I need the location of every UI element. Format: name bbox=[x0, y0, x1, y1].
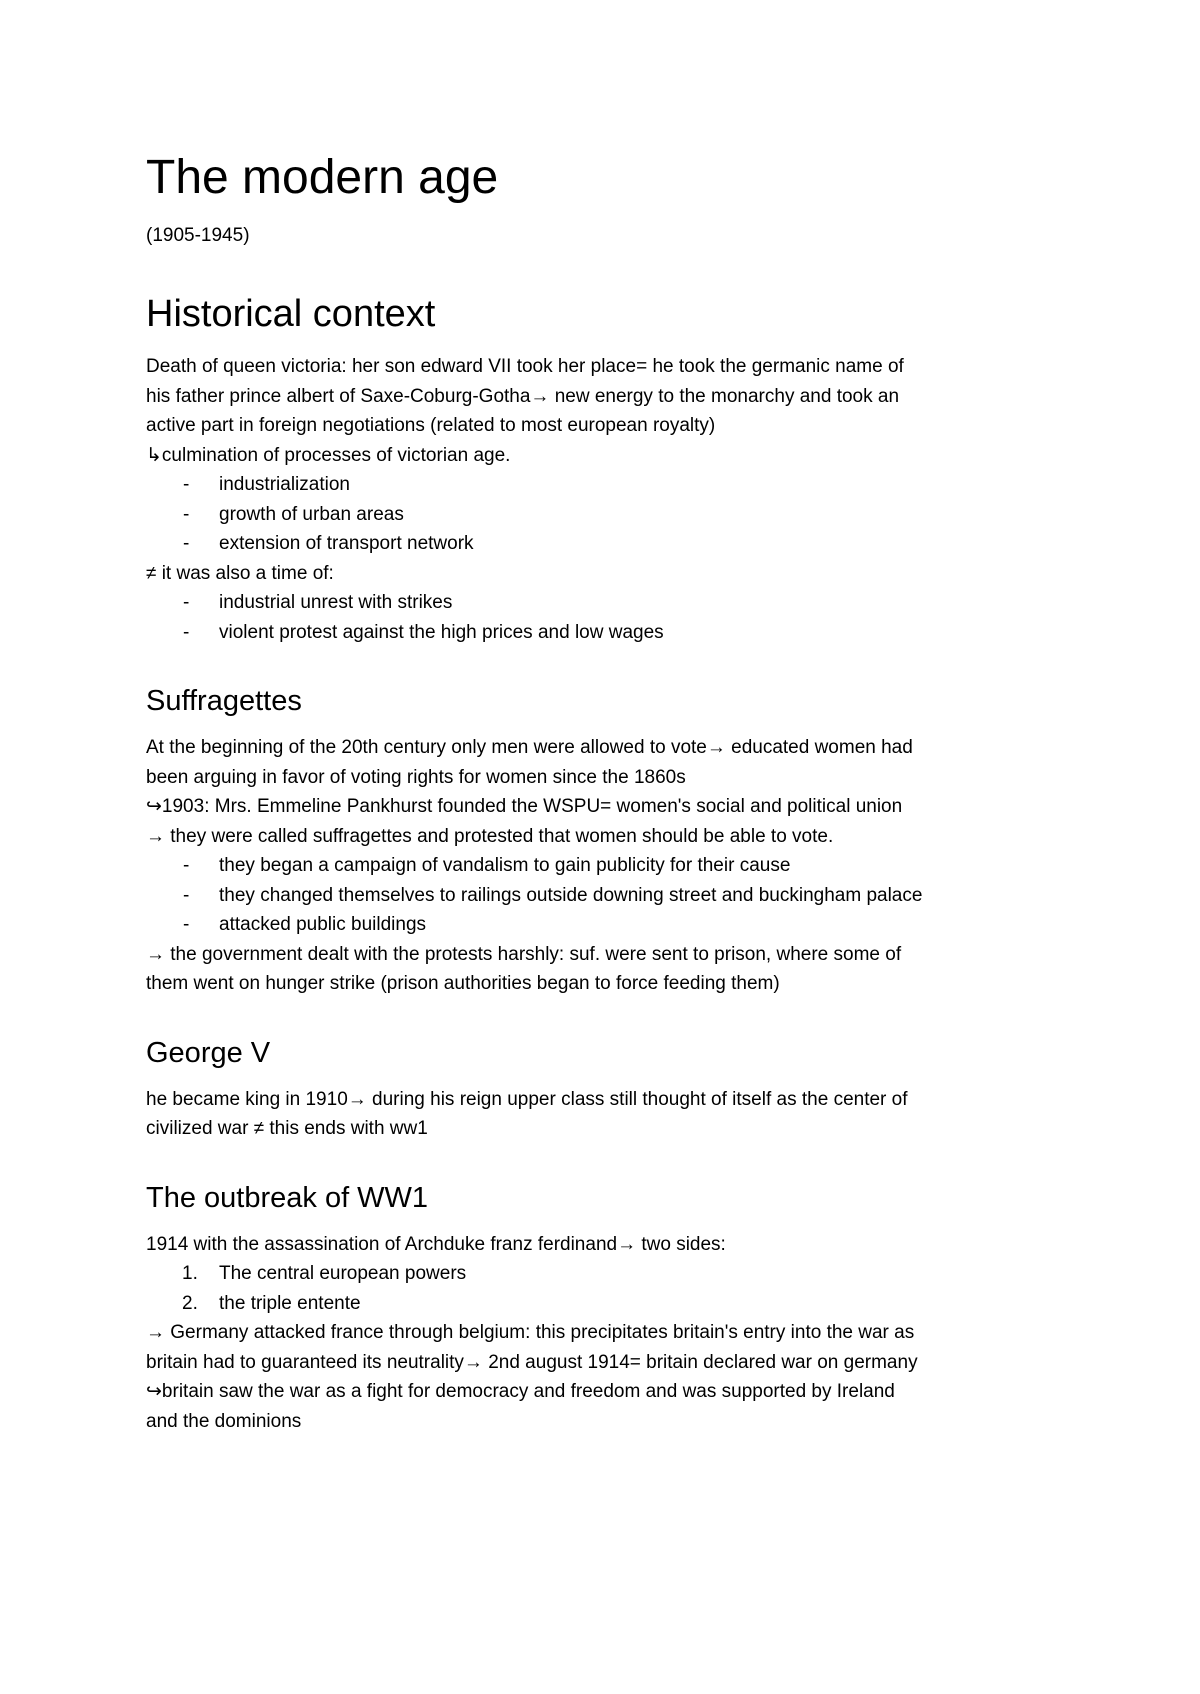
list-item-text: growth of urban areas bbox=[219, 503, 404, 525]
historical-context-section bbox=[146, 352, 1066, 647]
paragraph-line: britain had to guaranteed its neutrality→ 2nd august 1914= britain declared war on germany bbox=[146, 1351, 918, 1373]
bullet-list bbox=[146, 470, 1066, 559]
paragraph-line: At the beginning of the 20th century only men were allowed to vote→ educated women had bbox=[146, 737, 913, 758]
list-item-text: they changed themselves to railings outside downing street and buckingham palace bbox=[219, 884, 923, 906]
bullet-list bbox=[146, 851, 1066, 940]
paragraph-line: ↳culmination of processes of victorian age. bbox=[146, 444, 511, 466]
list-item bbox=[146, 588, 1066, 618]
paragraph-line: Death of queen victoria: her son edward VII took her place= he took the germanic name of bbox=[146, 356, 904, 377]
bullet-marker: - bbox=[183, 503, 190, 525]
list-item bbox=[146, 618, 1066, 648]
list-item bbox=[146, 881, 1066, 911]
suffragettes-heading: Suffragettes bbox=[146, 685, 302, 717]
list-item-text: attacked public buildings bbox=[219, 914, 427, 935]
paragraph-line: → Germany attacked france through belgium: this precipitates britain's entry into the war as bbox=[146, 1322, 915, 1343]
list-item-text: they began a campaign of vandalism to gain publicity for their cause bbox=[219, 855, 791, 876]
number-marker: 1. bbox=[182, 1263, 198, 1284]
paragraph-line: and the dominions bbox=[146, 1410, 302, 1432]
list-item-text: extension of transport network bbox=[219, 533, 474, 554]
list-item-text: violent protest against the high prices and low wages bbox=[219, 621, 664, 643]
paragraph-line: his father prince albert of Saxe-Coburg-Gotha→ new energy to the monarchy and took an bbox=[146, 385, 900, 407]
paragraph-line: them went on hunger strike (prison authorities began to force feeding them) bbox=[146, 973, 780, 994]
list-item-text: industrialization bbox=[219, 474, 350, 495]
paragraph-line: civilized war ≠ this ends with ww1 bbox=[146, 1118, 428, 1139]
outbreak-ww1-section bbox=[146, 1230, 1066, 1437]
list-item bbox=[146, 470, 1066, 500]
george-v-heading: George V bbox=[146, 1036, 271, 1069]
list-item bbox=[146, 529, 1066, 559]
paragraph-line: ≠ it was also a time of: bbox=[146, 562, 334, 584]
paragraph-line: ↪1903: Mrs. Emmeline Pankhurst founded the WSPU= women's social and political union bbox=[146, 796, 903, 817]
bullet-list bbox=[146, 588, 1066, 647]
list-item bbox=[146, 910, 1066, 940]
paragraph-line: been arguing in favor of voting rights for women since the 1860s bbox=[146, 766, 686, 788]
list-item-text: the triple entente bbox=[219, 1292, 361, 1314]
paragraph-line: 1914 with the assassination of Archduke franz ferdinand→ two sides: bbox=[146, 1233, 726, 1255]
list-item-text: industrial unrest with strikes bbox=[219, 592, 453, 613]
suffragettes-section bbox=[146, 733, 1066, 999]
bullet-marker: - bbox=[183, 884, 190, 906]
paragraph-line: active part in foreign negotiations (related to most european royalty) bbox=[146, 415, 716, 436]
list-item bbox=[146, 1289, 1066, 1319]
bullet-marker: - bbox=[183, 592, 190, 613]
bullet-marker: - bbox=[183, 621, 190, 643]
page-title: The modern age bbox=[146, 151, 499, 204]
number-marker: 2. bbox=[182, 1292, 198, 1314]
list-item bbox=[146, 851, 1066, 881]
list-item bbox=[146, 500, 1066, 530]
list-item-text: The central european powers bbox=[219, 1263, 467, 1284]
period-subtitle: (1905-1945) bbox=[146, 225, 250, 246]
bullet-marker: - bbox=[183, 533, 190, 554]
paragraph-line: he became king in 1910→ during his reign upper class still thought of itself as the center of bbox=[146, 1088, 908, 1110]
george-v-section bbox=[146, 1085, 1066, 1144]
list-item bbox=[146, 1259, 1066, 1289]
document-page bbox=[146, 146, 1066, 1436]
outbreak-ww1-heading: The outbreak of WW1 bbox=[146, 1181, 429, 1214]
bullet-marker: - bbox=[183, 474, 190, 495]
bullet-marker: - bbox=[183, 855, 190, 876]
paragraph-line: → the government dealt with the protests harshly: suf. were sent to prison, where some of bbox=[146, 943, 902, 965]
historical-context-heading: Historical context bbox=[146, 293, 436, 335]
paragraph-line: → they were called suffragettes and protested that women should be able to vote. bbox=[146, 825, 834, 847]
numbered-list bbox=[146, 1259, 1066, 1318]
bullet-marker: - bbox=[183, 914, 190, 935]
paragraph-line: ↪britain saw the war as a fight for democracy and freedom and was supported by Ireland bbox=[146, 1381, 895, 1402]
